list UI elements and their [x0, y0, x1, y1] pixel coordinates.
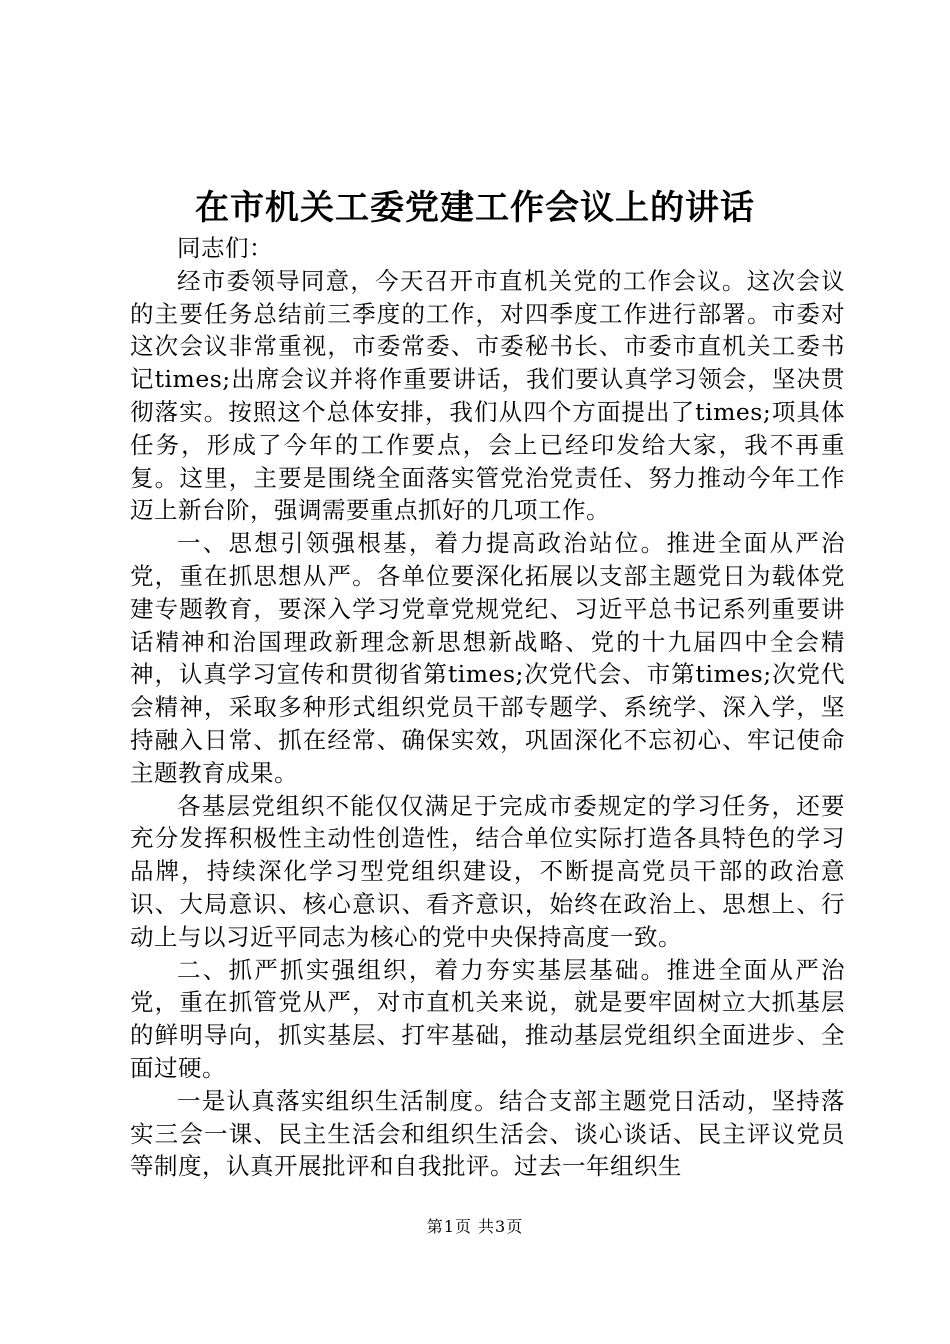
page-footer: 第1页 共3页: [426, 1217, 524, 1236]
paragraph-intro: 经市委领导同意，今天召开市直机关党的工作会议。这次会议的主要任务总结前三季度的工作，对四季度工作进行部署。市委对这次会议非常重视，市委常委、市委秘书长、市委市直机关工委书记times;出席会议并将作重要讲话，我们要认真学习领会，坚决贯彻落实。按照这个总体安排，我们从四个方面提出了times;项具体任务，形成了今年的工作要点，会上已经印发给大家，我不再重复。这里，主要是围绕全面落实管党治党责任、努力推动今年工作迈上新台阶，强调需要重点抓好的几项工作。: [130, 266, 845, 525]
salutation: 同志们：: [177, 234, 273, 262]
paragraph-section-two: 二、抓严抓实强组织，着力夯实基层基础。推进全面从严治党，重在抓管党从严，对市直机关来说，就是要牢固树立大抓基层的鲜明导向，抓实基层、打牢基础，推动基层党组织全面进步、全面过硬。: [130, 955, 845, 1082]
paragraph-section-one: 一、思想引领强根基，着力提高政治站位。推进全面从严治党，重在抓思想从严。各单位要深化拓展以支部主题党日为载体党建专题教育，要深入学习党章党规党纪、习近平总书记系列重要讲话精神和治国理政新理念新思想新战略、党的十九届四中全会精神，认真学习宣传和贯彻省第times;次党代会、市第times;次党代会精神，采取多种形式组织党员干部专题学、系统学、深入学，坚持融入日常、抓在经常、确保实效，巩固深化不忘初心、牢记使命主题教育成果。: [130, 529, 845, 787]
document-body: [130, 232, 845, 1183]
paragraph-item-one: 一是认真落实组织生活制度。结合支部主题党日活动，坚持落实三会一课、民主生活会和组织生活会、谈心谈话、民主评议党员等制度，认真开展批评和自我批评。过去一年组织生: [130, 1086, 845, 1181]
paragraph-study-requirements: 各基层党组织不能仅仅满足于完成市委规定的学习任务，还要充分发挥积极性主动性创造性，结合单位实际打造各具特色的学习品牌，持续深化学习型党组织建设，不断提高党员干部的政治意识、大局意识、核心意识、看齐意识，始终在政治上、思想上、行动上与以习近平同志为核心的党中央保持高度一致。: [130, 791, 845, 951]
document-title: 在市机关工委党建工作会议上的讲话: [195, 188, 755, 228]
